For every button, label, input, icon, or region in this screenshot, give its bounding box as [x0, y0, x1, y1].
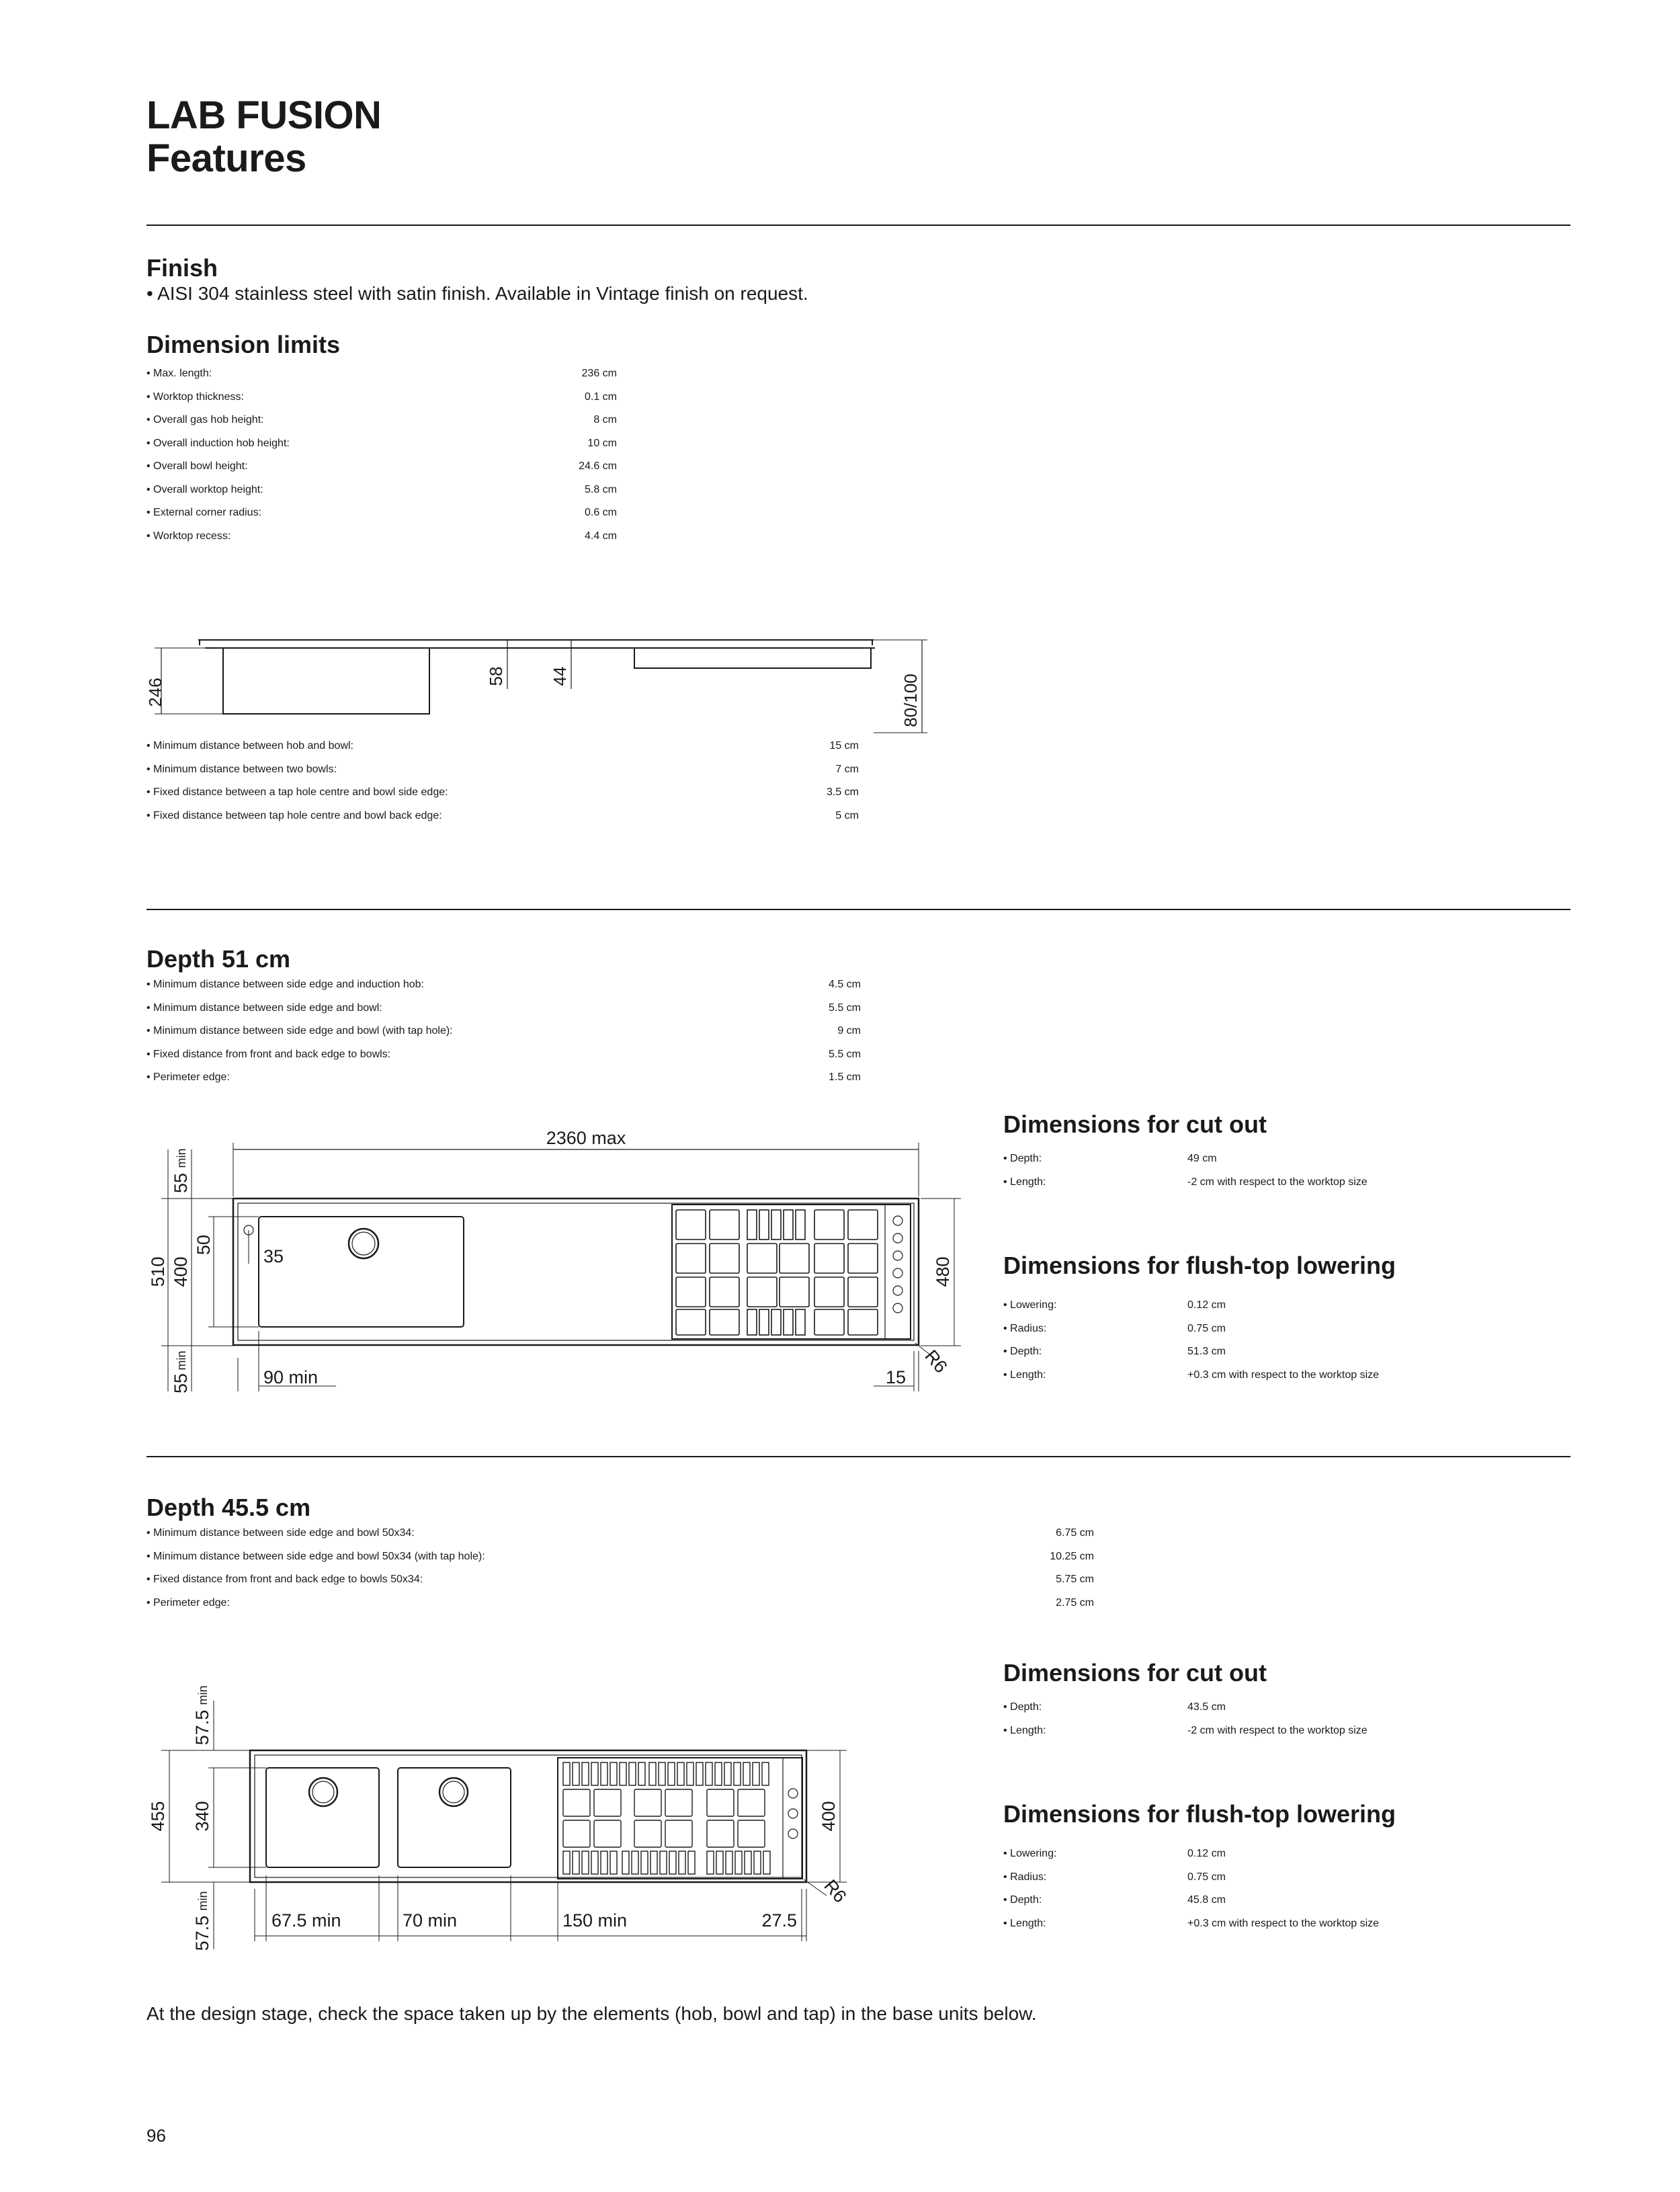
depth-51-flush-list: [1003, 1299, 1608, 1392]
list-item: • Overall bowl height: 24.6 cm: [146, 460, 617, 472]
distances-list: [146, 740, 859, 833]
depth-51-flush-heading: Dimensions for flush-top lowering: [1003, 1252, 1396, 1279]
dim-510: 510: [148, 1256, 168, 1287]
dim-2360-max: 2360 max: [546, 1129, 626, 1148]
dim-r6: R6: [921, 1346, 952, 1377]
dim-400: 400: [171, 1256, 191, 1287]
dim-246: 246: [145, 678, 165, 707]
dim-150-min: 150 min: [562, 1910, 628, 1931]
list-item: • Minimum distance between side edge and bowl 50x34 (with tap hole): 10.25 cm: [146, 1550, 1094, 1562]
depth-455-cutout-list: [1003, 1701, 1608, 1748]
page-title: [146, 94, 381, 180]
list-item: • Max. length: 236 cm: [146, 368, 617, 379]
dim-55-top: 55: [171, 1172, 191, 1194]
dim-400: 400: [818, 1801, 839, 1832]
dim-15: 15: [885, 1367, 906, 1387]
list-item: • Depth: 51.3 cm: [1003, 1346, 1226, 1357]
list-item: • Overall worktop height: 5.8 cm: [146, 483, 617, 495]
dim-r6: R6: [820, 1875, 851, 1907]
list-item: • Minimum distance between side edge and bowl (with tap hole): 9 cm: [146, 1025, 861, 1037]
dim-min-bottom: min: [196, 1891, 210, 1911]
finish-text: • AISI 304 stainless steel with satin finish. Available in Vintage finish on request.: [146, 283, 808, 304]
list-item: • Lowering: 0.12 cm: [1003, 1299, 1226, 1311]
depth-455-plan: [134, 1680, 874, 1956]
list-item: • Radius: 0.75 cm: [1003, 1322, 1226, 1334]
finish-heading: Finish: [146, 254, 218, 282]
list-item: • Depth: 45.8 cm: [1003, 1894, 1226, 1906]
title-line-2: Features: [146, 136, 306, 180]
divider-3: [146, 1456, 1570, 1457]
list-item: • Minimum distance between side edge and bowl 50x34: 6.75 cm: [146, 1527, 1094, 1539]
list-item: • Fixed distance from front and back edge to bowls: 5.5 cm: [146, 1048, 861, 1060]
list-item: • Lowering: 0.12 cm: [1003, 1848, 1226, 1859]
dim-67-5-min: 67.5 min: [271, 1910, 341, 1931]
dim-27-5: 27.5: [761, 1910, 797, 1931]
list-item: • Length: -2 cm with respect to the worktop size: [1003, 1176, 1368, 1188]
worktop-section-diagram: [134, 625, 941, 739]
dim-min-top: min: [196, 1685, 210, 1705]
depth-455-heading: Depth 45.5 cm: [146, 1494, 311, 1521]
list-item: • Depth: 49 cm: [1003, 1153, 1217, 1164]
list-item: • Minimum distance between two bowls: 7 cm: [146, 763, 859, 775]
dim-340: 340: [192, 1801, 212, 1832]
list-item: • Length: +0.3 cm with respect to the worktop size: [1003, 1369, 1380, 1381]
list-item: • Minimum distance between hob and bowl: 15 cm: [146, 740, 859, 752]
depth-51-list: [146, 979, 861, 1095]
depth-51-plan-diagram: [134, 1129, 981, 1398]
depth-455-cutout-heading: Dimensions for cut out: [1003, 1659, 1267, 1687]
list-item: • Worktop recess: 4.4 cm: [146, 530, 617, 542]
list-item: • Length: +0.3 cm with respect to the worktop size: [1003, 1917, 1380, 1929]
page-number: 96: [146, 2125, 166, 2146]
list-item: • Perimeter edge: 1.5 cm: [146, 1071, 861, 1083]
footer-note: At the design stage, check the space taken up by the elements (hob, bowl and tap) in the base units below.: [146, 2003, 1037, 2024]
dim-480: 480: [933, 1256, 953, 1287]
dim-min-top: min: [175, 1148, 188, 1168]
divider-1: [146, 225, 1570, 226]
dim-57-5-top: 57.5: [192, 1709, 212, 1746]
list-item: • Minimum distance between side edge and bowl: 5.5 cm: [146, 1002, 861, 1014]
list-item: • Overall gas hob height: 8 cm: [146, 414, 617, 425]
dimension-limits-list: [146, 368, 617, 553]
depth-51-cutout-list: [1003, 1153, 1608, 1199]
dim-90-min: 90 min: [263, 1367, 319, 1387]
title-line-1: LAB FUSION: [146, 93, 382, 137]
depth-455-flush-list: [1003, 1848, 1608, 1941]
list-item: • Minimum distance between side edge and induction hob: 4.5 cm: [146, 979, 861, 990]
list-item: • Depth: 43.5 cm: [1003, 1701, 1226, 1713]
dimension-limits-heading: Dimension limits: [146, 331, 341, 358]
dim-80-100: 80/100: [900, 674, 921, 727]
dim-58: 58: [486, 666, 506, 686]
dim-35: 35: [263, 1246, 284, 1266]
dim-44: 44: [550, 666, 570, 686]
dim-50: 50: [194, 1234, 214, 1256]
list-item: • Length: -2 cm with respect to the worktop size: [1003, 1724, 1368, 1736]
list-item: • Fixed distance from front and back edge to bowls 50x34: 5.75 cm: [146, 1574, 1094, 1585]
list-item: • Fixed distance between tap hole centre and bowl back edge: 5 cm: [146, 809, 859, 821]
depth-51-heading: Depth 51 cm: [146, 945, 291, 973]
dim-455: 455: [148, 1801, 168, 1832]
list-item: • Worktop thickness: 0.1 cm: [146, 391, 617, 403]
list-item: • Overall induction hob height: 10 cm: [146, 437, 617, 449]
divider-2: [146, 909, 1570, 910]
dim-min-bottom: min: [175, 1350, 188, 1371]
list-item: • Fixed distance between a tap hole centre and bowl side edge: 3.5 cm: [146, 786, 859, 798]
dim-55-bottom: 55: [171, 1373, 191, 1394]
depth-455-list: [146, 1527, 1094, 1620]
list-item: • External corner radius: 0.6 cm: [146, 507, 617, 518]
depth-51-cutout-heading: Dimensions for cut out: [1003, 1110, 1267, 1138]
list-item: • Perimeter edge: 2.75 cm: [146, 1596, 1094, 1609]
list-item: • Radius: 0.75 cm: [1003, 1871, 1226, 1883]
depth-455-flush-heading: Dimensions for flush-top lowering: [1003, 1800, 1396, 1828]
dim-70-min: 70 min: [403, 1910, 458, 1931]
dim-57-5-bottom: 57.5: [192, 1915, 212, 1951]
